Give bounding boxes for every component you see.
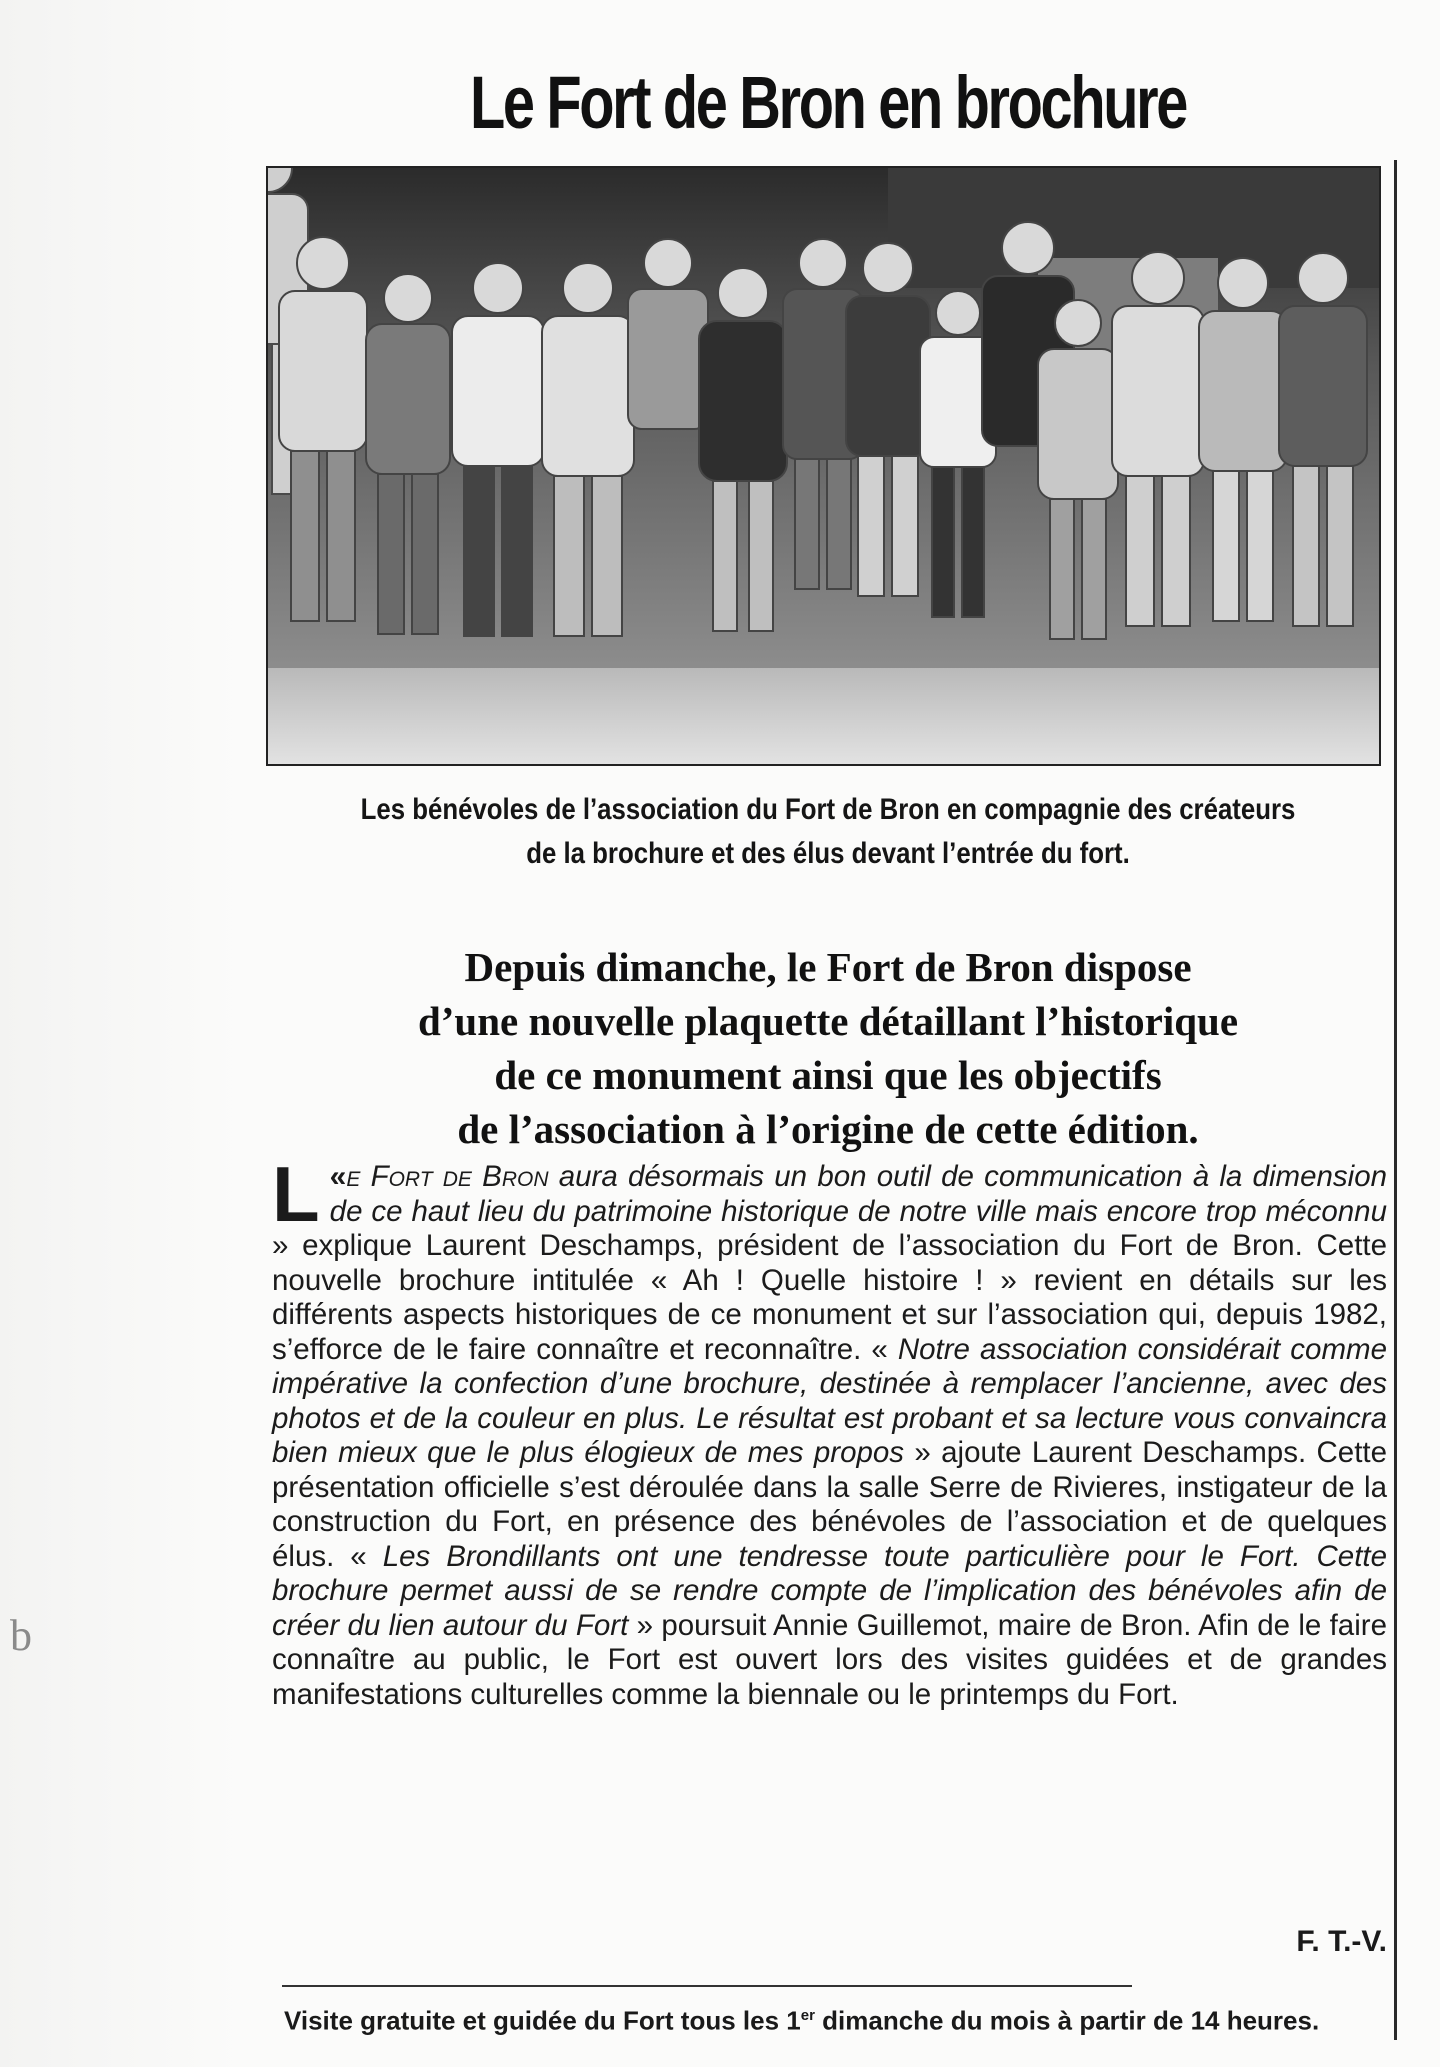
footer-divider [282, 1985, 1132, 1987]
author-signature: F. T.-V. [1296, 1925, 1387, 1958]
photo-caption-line: Les bénévoles de l’association du Fort de Bron en compagnie des créateurs [360, 793, 1296, 826]
photo-caption-line: de la brochure et des élus devant l’entrée du fort. [526, 837, 1130, 870]
visit-info-text: dimanche du mois à partir de 14 heures. [814, 2005, 1320, 2036]
body-segment: » poursuit Annie Guillemot, maire de Bron. Afin de le faire connaître au public, le Fort est ouvert lors des visites guidées et de grandes manifestations culturelles comme la biennale ou le printemps du Fort. [272, 1608, 1387, 1711]
lede-line: d’une nouvelle plaquette détaillant l’historique [417, 998, 1239, 1044]
column-rule [1394, 160, 1397, 2040]
scan-margin [0, 0, 240, 2067]
body-segment: » ajoute Laurent Deschamps. Cette présentation officielle s’est déroulée dans la salle Serre de Rivieres, instigateur de la construction du Fort, en présence des bénévoles de l’association et de quelques élus. « [272, 1436, 1387, 1573]
group-photo [266, 166, 1381, 766]
lede-line: Depuis dimanche, le Fort de Bron dispose [464, 944, 1192, 990]
article-headline: Le Fort de Bron en brochure [469, 61, 1187, 144]
margin-handwritten-mark: b [10, 1611, 32, 1660]
article-body [272, 1150, 1388, 1712]
visit-info [284, 2000, 1394, 2037]
lede-line: de ce monument ainsi que les objectifs [494, 1052, 1162, 1098]
quote-segment: aura désormais un bon outil de communication à la dimension de ce haut lieu du patrimoine historique de notre ville mais encore trop méconnu [329, 1160, 1388, 1228]
visit-info-text: Visite gratuite et guidée du Fort tous les 1 [284, 2005, 801, 2036]
visit-info-ordinal: er [800, 2007, 815, 2024]
lead-in: e Fort de Bron [346, 1160, 549, 1193]
photo-caption [341, 788, 1315, 876]
lede-line: de l’association à l’origine de cette édition. [457, 1106, 1199, 1152]
article-lede [262, 940, 1394, 1156]
opening-quote: « [329, 1160, 347, 1193]
drop-cap: L [272, 1150, 320, 1238]
group-photo-illustration [268, 168, 1379, 764]
body-segment: » explique Laurent Deschamps, président de l’association du Fort de Bron. Cette nouvelle brochure intitulée « Ah ! Quelle histoire ! » revient en détails sur les différents aspects historiques de ce monument et sur l’association qui, depuis 1982, s’efforce de le faire connaître et reconnaître. « [272, 1229, 1387, 1366]
quote-segment: Les Brondillants ont une tendresse toute particulière pour le Fort. Cette brochure permet aussi de se rendre compte de l’implication des bénévoles afin de créer du lien autour du Fort [272, 1539, 1387, 1642]
quote-segment: Notre association considérait comme impérative la confection d’une brochure, destinée à remplacer l’ancienne, avec des photos et de la couleur en plus. Le résultat est probant et sa lecture vous convaincra bien mieux que le plus élogieux de mes propos [272, 1332, 1388, 1469]
newspaper-clipping [262, 40, 1394, 2040]
